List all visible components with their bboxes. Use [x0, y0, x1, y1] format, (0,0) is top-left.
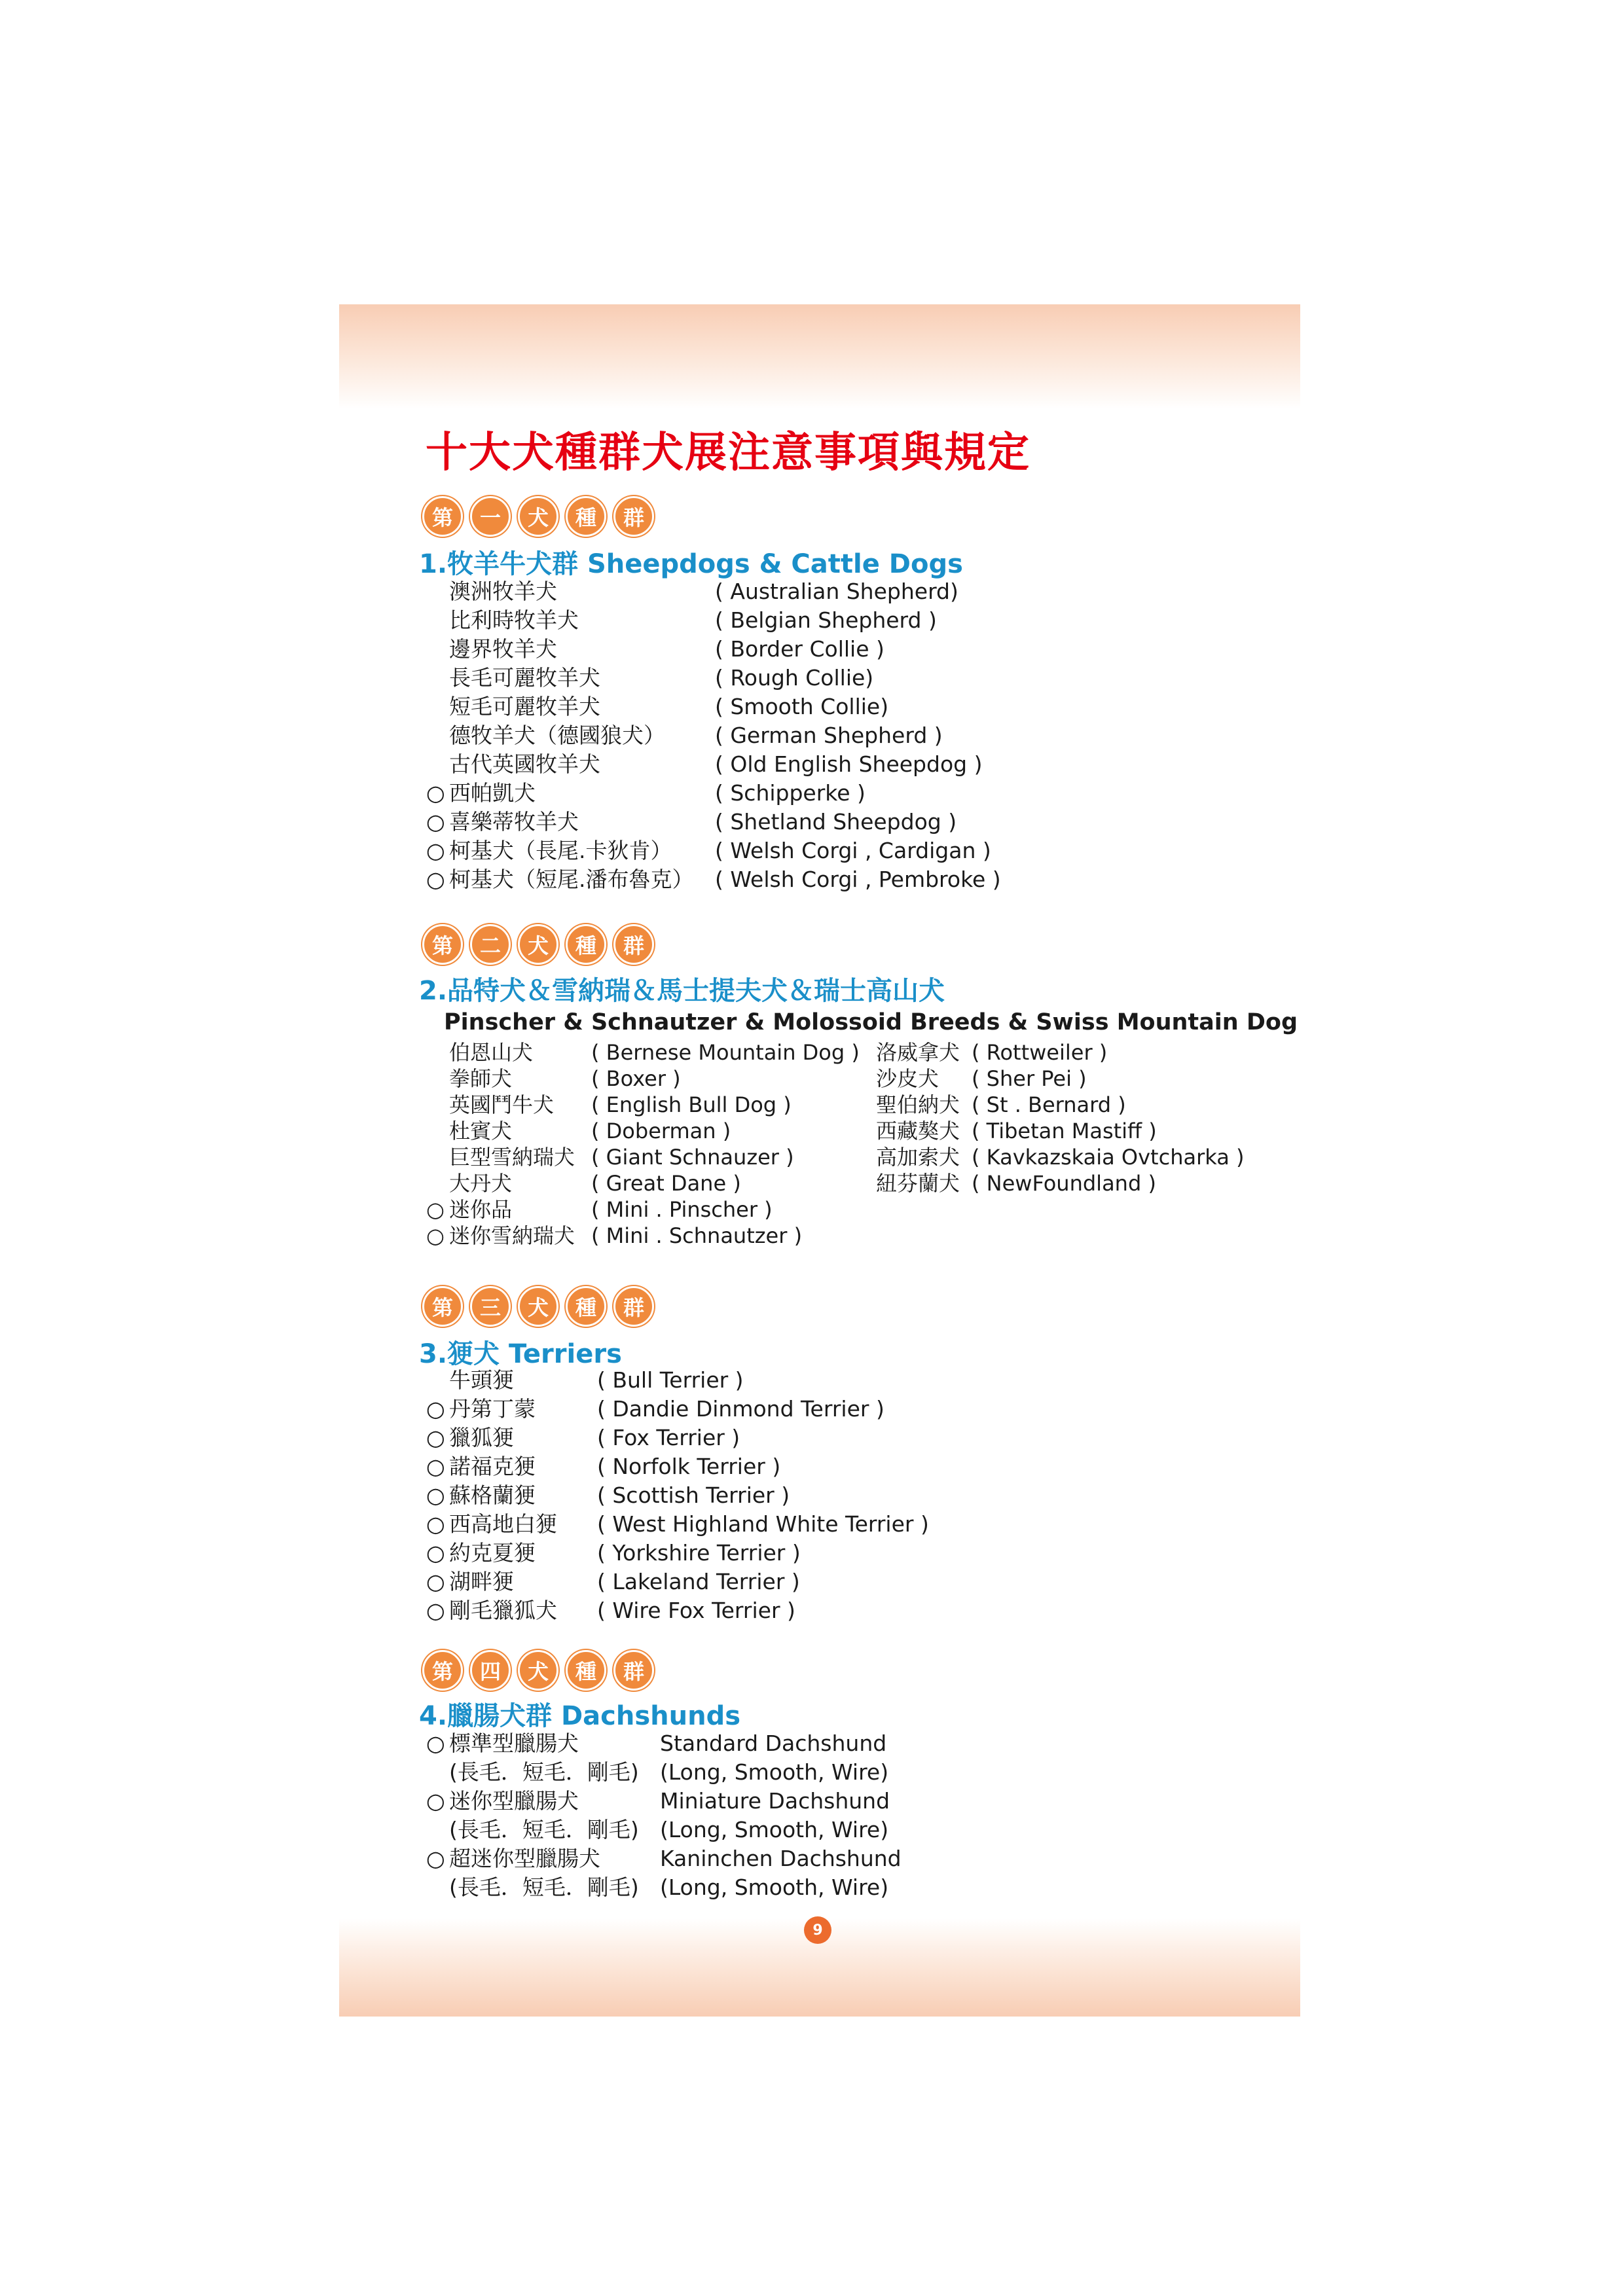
breed-name-en: ( Kavkazskaia Ovtcharka )	[972, 1145, 1245, 1170]
breed-name-zh: 短毛可麗牧羊犬	[449, 694, 600, 719]
group-badge: 二	[470, 924, 511, 965]
group-badge: 犬	[518, 1650, 558, 1691]
breed-name-en: ( Norfolk Terrier )	[597, 1454, 781, 1479]
breed-name-zh: 西帕凱犬	[449, 780, 536, 806]
breed-name-en: ( Giant Schnauzer )	[591, 1145, 794, 1170]
breed-name-en: ( Boxer )	[591, 1066, 681, 1091]
breed-name-zh: 柯基犬（短尾.潘布魯克）	[449, 867, 694, 892]
group-badge: 犬	[518, 1286, 558, 1327]
group-badge: 群	[613, 924, 654, 965]
breed-marker: ○	[426, 1846, 445, 1871]
breed-name-en: ( St . Bernard )	[972, 1092, 1126, 1117]
breed-name-zh: 洛威拿犬	[876, 1040, 960, 1065]
breed-name-en: Kaninchen Dachshund	[660, 1846, 902, 1871]
breed-name-zh: 迷你雪納瑞犬	[449, 1223, 575, 1248]
group-1-badges	[422, 496, 654, 537]
breed-marker: ○	[426, 1223, 445, 1248]
group-badge: 第	[422, 496, 463, 537]
breed-marker: ○	[426, 1540, 445, 1566]
breed-marker: ○	[426, 1731, 445, 1756]
breed-name-zh: 古代英國牧羊犬	[449, 751, 600, 777]
breed-name-zh: 丹第丁蒙	[449, 1396, 536, 1422]
group-3-badges	[422, 1286, 654, 1327]
group-4-badges	[422, 1650, 654, 1691]
group-3-title: 3.㹴犬 Terriers	[419, 1339, 622, 1369]
booklet-page	[339, 304, 1300, 2017]
breed-marker: ○	[426, 1788, 445, 1814]
breed-name-zh: 蘇格蘭㹴	[449, 1482, 536, 1508]
group-badge: 第	[422, 1286, 463, 1327]
group-badge: 種	[566, 1650, 606, 1691]
breed-name-en: ( Border Collie )	[715, 636, 884, 662]
breed-name-zh: 湖畔㹴	[449, 1569, 514, 1594]
group-1-title: 1.牧羊牛犬群 Sheepdogs & Cattle Dogs	[419, 549, 963, 579]
group-badge: 第	[422, 1650, 463, 1691]
breed-name-zh: 牛頭㹴	[449, 1367, 514, 1393]
breed-name-en: ( Smooth Collie)	[715, 694, 889, 719]
breed-name-zh: 柯基犬（長尾.卡狄肯）	[449, 838, 672, 863]
group-2-badges	[422, 924, 654, 965]
breed-name-zh: (長毛．短毛．剛毛)	[449, 1759, 639, 1785]
group-badge: 犬	[518, 496, 558, 537]
breed-name-en: ( Scottish Terrier )	[597, 1482, 790, 1508]
group-badge: 三	[470, 1286, 511, 1327]
page-title: 十大犬種群犬展注意事項與規定	[426, 429, 1030, 477]
breed-name-en: ( Welsh Corgi , Cardigan )	[715, 838, 991, 863]
breed-name-en: ( West Highland White Terrier )	[597, 1511, 929, 1537]
group-badge: 第	[422, 924, 463, 965]
breed-name-en: ( Mini . Pinscher )	[591, 1197, 773, 1222]
breed-name-en: ( Fox Terrier )	[597, 1425, 740, 1450]
breed-name-en: ( Australian Shepherd)	[715, 579, 958, 604]
breed-name-en: ( English Bull Dog )	[591, 1092, 792, 1117]
group-badge: 種	[566, 1286, 606, 1327]
breed-name-en: ( Bull Terrier )	[597, 1367, 744, 1393]
breed-name-en: ( Old English Sheepdog )	[715, 751, 983, 777]
top-gradient-band	[339, 304, 1300, 409]
group-badge: 四	[470, 1650, 511, 1691]
breed-name-en: ( Mini . Schnautzer )	[591, 1223, 803, 1248]
breed-name-en: ( Doberman )	[591, 1119, 731, 1143]
page-number: 9	[804, 1916, 831, 1944]
breed-name-zh: (長毛．短毛．剛毛)	[449, 1817, 639, 1842]
breed-marker: ○	[426, 1197, 445, 1222]
group-badge: 群	[613, 1650, 654, 1691]
breed-name-zh: 英國鬥牛犬	[449, 1092, 555, 1117]
breed-name-zh: 拳師犬	[449, 1066, 513, 1091]
breed-marker: ○	[426, 1454, 445, 1479]
breed-marker: ○	[426, 1569, 445, 1594]
breed-name-en: ( Bernese Mountain Dog )	[591, 1040, 860, 1065]
breed-name-zh: (長毛．短毛．剛毛)	[449, 1874, 639, 1900]
breed-name-en: ( Wire Fox Terrier )	[597, 1598, 795, 1623]
breed-marker: ○	[426, 1425, 445, 1450]
breed-name-en: ( German Shepherd )	[715, 723, 943, 748]
breed-name-en: ( Shetland Sheepdog )	[715, 809, 957, 834]
group-2-title: 2.品特犬＆雪納瑞＆馬士提夫犬＆瑞士高山犬	[419, 976, 945, 1006]
breed-name-zh: 巨型雪納瑞犬	[449, 1145, 575, 1170]
breed-marker: ○	[426, 1482, 445, 1508]
breed-name-zh: 比利時牧羊犬	[449, 607, 579, 633]
breed-name-zh: 迷你型臘腸犬	[449, 1788, 579, 1814]
breed-name-zh: 紐芬蘭犬	[876, 1171, 960, 1196]
group-4-title: 4.臘腸犬群 Dachshunds	[419, 1701, 741, 1731]
breed-name-en: (Long, Smooth, Wire)	[660, 1874, 889, 1900]
group-badge: 種	[566, 496, 606, 537]
group-badge: 一	[470, 496, 511, 537]
breed-name-en: ( NewFoundland )	[972, 1171, 1156, 1196]
breed-name-zh: 西藏獒犬	[876, 1119, 960, 1143]
breed-marker: ○	[426, 1511, 445, 1537]
breed-name-zh: 諾福克㹴	[449, 1454, 536, 1479]
breed-name-en: ( Lakeland Terrier )	[597, 1569, 800, 1594]
breed-name-zh: 高加索犬	[876, 1145, 960, 1170]
breed-name-zh: 剛毛獵狐犬	[449, 1598, 557, 1623]
breed-name-zh: 聖伯納犬	[876, 1092, 960, 1117]
breed-name-zh: 長毛可麗牧羊犬	[449, 665, 600, 691]
breed-name-en: Miniature Dachshund	[660, 1788, 890, 1814]
breed-name-zh: 邊界牧羊犬	[449, 636, 557, 662]
group-badge: 犬	[518, 924, 558, 965]
breed-name-en: (Long, Smooth, Wire)	[660, 1817, 889, 1842]
breed-name-zh: 獵狐㹴	[449, 1425, 514, 1450]
breed-name-zh: 澳洲牧羊犬	[449, 579, 557, 604]
breed-name-zh: 杜賓犬	[449, 1119, 513, 1143]
breed-name-zh: 沙皮犬	[876, 1066, 939, 1091]
breed-marker: ○	[426, 867, 445, 892]
breed-name-en: ( Rough Collie)	[715, 665, 874, 691]
breed-name-zh: 伯恩山犬	[449, 1040, 534, 1065]
breed-name-en: ( Schipperke )	[715, 780, 866, 806]
breed-name-zh: 大丹犬	[449, 1171, 513, 1196]
breed-name-zh: 標準型臘腸犬	[449, 1731, 579, 1756]
breed-marker: ○	[426, 809, 445, 834]
breed-name-en: ( Great Dane )	[591, 1171, 741, 1196]
group-2-subtitle: Pinscher & Schnautzer & Molossoid Breeds & Swiss Mountain Dog	[444, 1009, 1298, 1035]
breed-name-en: Standard Dachshund	[660, 1731, 887, 1756]
breed-marker: ○	[426, 780, 445, 806]
breed-name-en: ( Sher Pei )	[972, 1066, 1087, 1091]
breed-name-zh: 西高地白㹴	[449, 1511, 557, 1537]
breed-name-en: (Long, Smooth, Wire)	[660, 1759, 889, 1785]
breed-marker: ○	[426, 1598, 445, 1623]
group-badge: 種	[566, 924, 606, 965]
breed-name-zh: 喜樂蒂牧羊犬	[449, 809, 579, 834]
breed-name-en: ( Welsh Corgi , Pembroke )	[715, 867, 1001, 892]
breed-marker: ○	[426, 1396, 445, 1422]
breed-name-en: ( Belgian Shepherd )	[715, 607, 937, 633]
breed-name-en: ( Yorkshire Terrier )	[597, 1540, 801, 1566]
breed-name-en: ( Dandie Dinmond Terrier )	[597, 1396, 884, 1422]
breed-marker: ○	[426, 838, 445, 863]
group-badge: 群	[613, 1286, 654, 1327]
breed-name-zh: 約克夏㹴	[449, 1540, 536, 1566]
group-badge: 群	[613, 496, 654, 537]
breed-name-en: ( Rottweiler )	[972, 1040, 1108, 1065]
breed-name-zh: 德牧羊犬（德國狼犬）	[449, 723, 665, 748]
breed-name-zh: 超迷你型臘腸犬	[449, 1846, 600, 1871]
breed-name-en: ( Tibetan Mastiff )	[972, 1119, 1157, 1143]
breed-name-zh: 迷你品	[449, 1197, 513, 1222]
